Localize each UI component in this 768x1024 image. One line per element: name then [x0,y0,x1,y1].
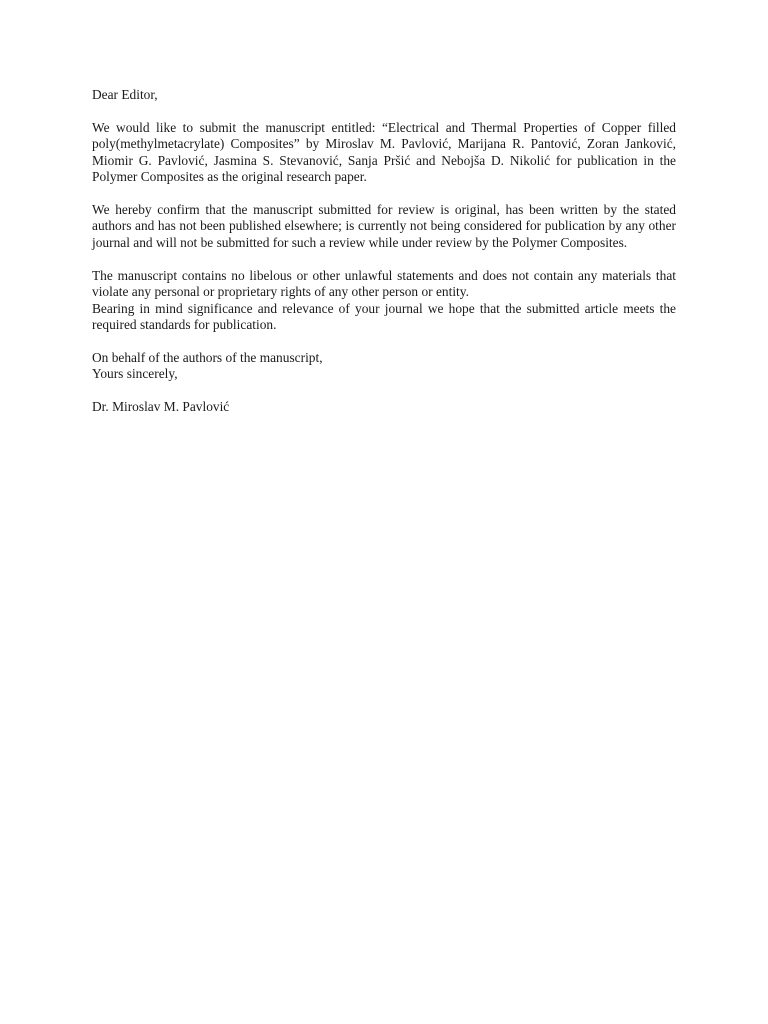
closing [92,350,676,383]
signature: Dr. Miroslav M. Pavlović [92,399,230,415]
paragraph-submission: We would like to submit the manuscript entitled: “Electrical and Thermal Properties of Copper filled poly(methylmetacrylate) Composites” by Miroslav M. Pavlović, Marijana R. Pantović, Zoran Janković, Miomir G. Pavlović, Jasmina S. Stevanović, Sanja Pršić and Nebojša D. Nikolić for publication in the Polymer Composites as the original research paper. [92,119,676,185]
paragraph-significance: Bearing in mind significance and relevance of your journal we hope that the submitted article meets the required standards for publication. [92,300,676,332]
cover-letter [92,87,676,416]
closing-sincerely: Yours sincerely, [92,366,178,382]
paragraph-statements: The manuscript contains no libelous or other unlawful statements and does not contain any materials that violate any personal or proprietary rights of any other person or entity. [92,267,676,300]
salutation: Dear Editor, [92,87,158,102]
paragraph-originality: We hereby confirm that the manuscript submitted for review is original, has been written by the stated authors and has not been published elsewhere; is currently not being considered for publication by any other journal and will not be submitted for such a review while under review by the Polymer Composites. [92,202,676,250]
closing-on-behalf: On behalf of the authors of the manuscript, [92,349,323,365]
